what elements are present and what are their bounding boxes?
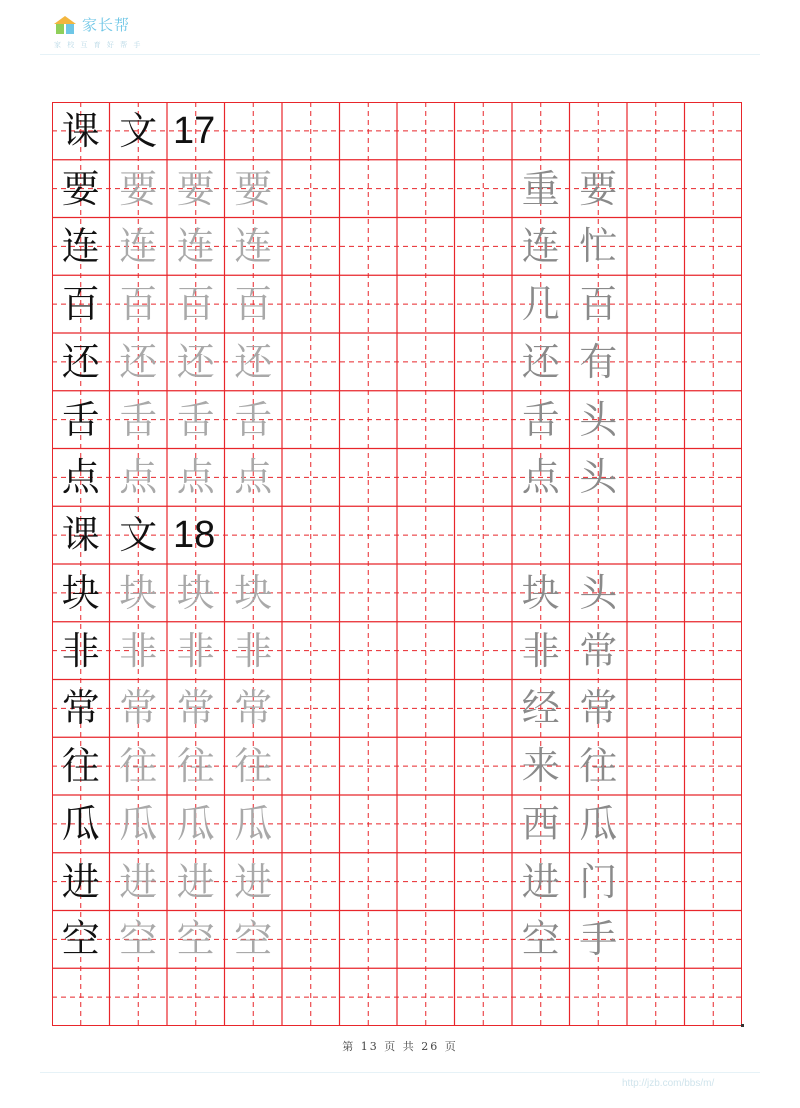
word-character: 点 xyxy=(521,455,560,500)
brand-tagline: 家 校 互 育 好 帮 手 xyxy=(54,41,143,49)
trace-character: 块 xyxy=(176,570,215,615)
trace-character: 非 xyxy=(176,628,215,673)
model-character: 空 xyxy=(61,917,100,962)
lesson-title-label: 文 xyxy=(119,108,158,153)
trace-character: 百 xyxy=(119,282,158,327)
trace-character: 百 xyxy=(234,282,273,327)
trace-character: 进 xyxy=(176,859,215,904)
trace-character: 舌 xyxy=(176,397,215,442)
trace-character: 瓜 xyxy=(176,801,215,846)
trace-character: 块 xyxy=(234,570,273,615)
model-character: 块 xyxy=(61,570,100,615)
trace-character: 非 xyxy=(119,628,158,673)
lesson-title-label: 文 xyxy=(119,513,158,558)
word-character: 头 xyxy=(579,570,618,615)
trace-character: 连 xyxy=(234,224,273,269)
word-character: 重 xyxy=(521,166,560,211)
corner-crop-mark xyxy=(741,1024,744,1027)
word-character: 几 xyxy=(521,282,560,327)
word-character: 常 xyxy=(579,628,618,673)
trace-character: 往 xyxy=(119,744,158,789)
lesson-title-label: 课 xyxy=(61,108,100,153)
trace-character: 还 xyxy=(234,339,273,384)
word-character: 来 xyxy=(521,744,560,789)
word-character: 进 xyxy=(521,859,560,904)
page-number: 第 13 页 共 26 页 xyxy=(342,1040,458,1053)
lesson-number: 18 xyxy=(173,514,216,557)
trace-character: 常 xyxy=(119,686,158,731)
model-character: 往 xyxy=(61,744,100,789)
word-character: 头 xyxy=(579,455,618,500)
model-character: 连 xyxy=(61,224,100,269)
word-character: 瓜 xyxy=(579,801,618,846)
model-character: 常 xyxy=(61,686,100,731)
model-character: 瓜 xyxy=(61,801,100,846)
word-character: 往 xyxy=(579,744,618,789)
trace-character: 百 xyxy=(176,282,215,327)
trace-character: 点 xyxy=(119,455,158,500)
word-character: 连 xyxy=(521,224,560,269)
footer-divider xyxy=(40,1072,760,1073)
word-character: 还 xyxy=(521,339,560,384)
header-divider xyxy=(40,54,760,55)
word-character: 有 xyxy=(579,339,618,384)
brand-name: 家长帮 xyxy=(82,16,131,34)
model-character: 进 xyxy=(61,859,100,904)
lesson-title-label: 课 xyxy=(61,513,100,558)
trace-character: 空 xyxy=(176,917,215,962)
trace-character: 常 xyxy=(234,686,273,731)
word-character: 西 xyxy=(521,801,560,846)
word-character: 常 xyxy=(579,686,618,731)
word-character: 要 xyxy=(579,166,618,211)
trace-character: 往 xyxy=(176,744,215,789)
word-character: 经 xyxy=(521,686,560,731)
trace-character: 还 xyxy=(176,339,215,384)
trace-character: 要 xyxy=(119,166,158,211)
word-character: 非 xyxy=(521,628,560,673)
trace-character: 点 xyxy=(234,455,273,500)
trace-character: 进 xyxy=(119,859,158,904)
trace-character: 瓜 xyxy=(234,801,273,846)
model-character: 舌 xyxy=(61,397,100,442)
trace-character: 要 xyxy=(234,166,273,211)
lesson-number: 17 xyxy=(173,109,216,152)
trace-character: 空 xyxy=(234,917,273,962)
house-logo-icon xyxy=(52,14,78,36)
writing-grid-sheet xyxy=(52,102,742,1026)
model-character: 非 xyxy=(61,628,100,673)
trace-character: 进 xyxy=(234,859,273,904)
trace-character: 点 xyxy=(176,455,215,500)
model-character: 还 xyxy=(61,339,100,384)
word-character: 块 xyxy=(521,570,560,615)
word-character: 空 xyxy=(521,917,560,962)
trace-character: 还 xyxy=(119,339,158,384)
word-character: 忙 xyxy=(579,224,618,269)
word-character: 舌 xyxy=(521,397,560,442)
trace-character: 空 xyxy=(119,917,158,962)
trace-character: 块 xyxy=(119,570,158,615)
word-character: 手 xyxy=(579,917,618,962)
word-character: 头 xyxy=(579,397,618,442)
word-character: 百 xyxy=(579,282,618,327)
trace-character: 连 xyxy=(176,224,215,269)
model-character: 点 xyxy=(61,455,100,500)
trace-character: 往 xyxy=(234,744,273,789)
trace-character: 连 xyxy=(119,224,158,269)
trace-character: 瓜 xyxy=(119,801,158,846)
trace-character: 非 xyxy=(234,628,273,673)
footer-url: http://jzb.com/bbs/m/ xyxy=(622,1078,715,1089)
trace-character: 常 xyxy=(176,686,215,731)
trace-character: 要 xyxy=(176,166,215,211)
model-character: 要 xyxy=(61,166,100,211)
trace-character: 舌 xyxy=(234,397,273,442)
site-header xyxy=(52,14,772,54)
trace-character: 舌 xyxy=(119,397,158,442)
model-character: 百 xyxy=(61,282,100,327)
word-character: 门 xyxy=(579,859,618,904)
